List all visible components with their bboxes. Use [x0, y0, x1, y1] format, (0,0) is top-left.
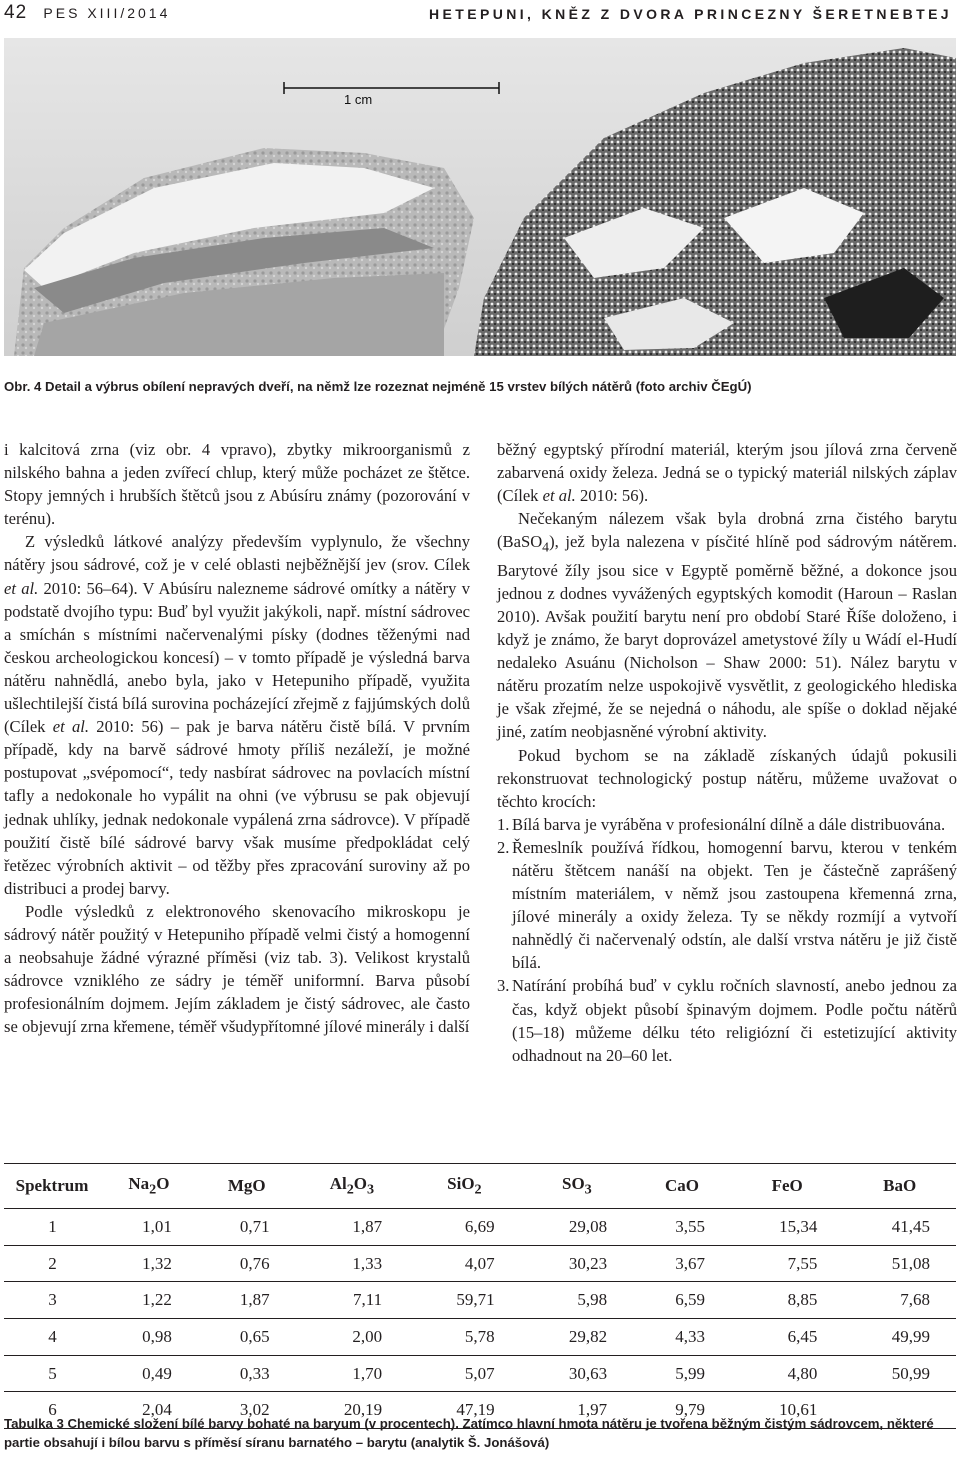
- right-column: [497, 438, 957, 1067]
- header-mgo: MgO: [198, 1164, 296, 1209]
- table-cell: 0,71: [198, 1209, 296, 1246]
- table-cell: 10,61: [731, 1392, 843, 1429]
- table-cell: 1: [4, 1209, 100, 1246]
- paragraph-r1-part-a: běžný egyptský přírodní materiál, kterým jsou jílová zrna červeně zabarvená oxidy železa. Jedná se o typický materiál nilských záplav (Cílek: [497, 440, 957, 506]
- table-cell: 20,19: [296, 1392, 408, 1429]
- header-bao: BaO: [843, 1164, 956, 1209]
- table-row: [4, 1355, 956, 1392]
- list-item: [497, 813, 957, 836]
- table-cell: 8,85: [731, 1282, 843, 1319]
- table-cell: 0,98: [100, 1319, 198, 1356]
- table-header-row: [4, 1164, 956, 1209]
- paragraph-2-part-c: 2010: 56) – pak je barva nátěru čistě bílá. V prvním případě, kdy na barvě sádrové hmoty příliš nezáleží, je možné postupovat „svépomocí“, tedy nasbírat sádrovec na povlacích místní tafly a nedokonale ho vypálit na ohni (ve výbrusu se pak objevují jednak uhlíky, jednak nedokonale vypálená zrna sádrovce). V případě použití čistě bílé sádrové barvy však musíme předpokládat celý řetězec výrobních aktivit – od těžby přes zpracování suroviny až po distribuci a prodej barvy.: [4, 717, 471, 898]
- paragraph-r2-part-a: Nečekaným nálezem však byla drobná zrna čistého barytu (BaSO: [497, 509, 957, 552]
- header-so3: $SO_3$: [521, 1164, 633, 1209]
- table-row: [4, 1282, 956, 1319]
- header-al2o3: $Al_2O_3$: [296, 1164, 408, 1209]
- table-cell: 1,87: [296, 1209, 408, 1246]
- table-cell: 0,49: [100, 1355, 198, 1392]
- table-cell: 6,69: [408, 1209, 520, 1246]
- table-cell: 2,00: [296, 1319, 408, 1356]
- table-cell: 15,34: [731, 1209, 843, 1246]
- table-caption: Tabulka 3 Chemické složení bílé barvy bohaté na baryum (v procentech). Zatímco hlavní hmota nátěru je tvořena běžným čistým sádrovcem, některé partie obsahují i bílou barvu s příměsí síranu barnatého – barytu (analytik Š. Jonášová): [4, 1416, 934, 1450]
- table-cell: 4,07: [408, 1245, 520, 1282]
- paragraph-r1: [497, 438, 957, 507]
- list-text: Bílá barva je vyráběna v profesionální dílně a dále distribuována.: [512, 814, 946, 834]
- left-column: [4, 438, 470, 1038]
- composition-table: [4, 1163, 956, 1429]
- table-cell: 1,87: [198, 1282, 296, 1319]
- paragraph-2-part-b: 2010: 56–64). V Abúsíru nalezneme sádrové omítky a nátěry v podstatě dvojího typu: Buď byl využit jakýkoli, např. místní sádrovec a smíchán s místními načervenalými písky (dodnes těženými nad českou archeologickou koncesí) – v tomto případě je výsledná barva nátěru nahnědlá, anebo byla, jako v Hetepuniho případě, využita ušlechtilejší čistá bílá surovina pocházející zřejmě z fajjúmských dolů (Cílek: [4, 578, 470, 737]
- paragraph-1: i kalcitová zrna (viz obr. 4 vpravo), zbytky mikroorganismů z nilského bahna a jeden zvířecí chlup, který může pocházet ze štětce. Stopy jemných i hrubších štětců jsou z Abúsíru známy (pozorování v terénu).: [4, 440, 470, 529]
- stone-photo-illustration: [4, 38, 956, 356]
- list-number: 3.: [497, 976, 510, 996]
- table-cell: 1,01: [100, 1209, 198, 1246]
- table-cell: 5,07: [408, 1355, 520, 1392]
- paragraph-r3: Pokud bychom se na základě získaných údajů pokusili rekonstruovat technologický postup nátěru, můžeme uvažovat o těchto krocích:: [497, 745, 957, 811]
- table-cell: 3,55: [633, 1209, 731, 1246]
- table-row: [4, 1209, 956, 1246]
- table-row: [4, 1245, 956, 1282]
- table-cell: 5,78: [408, 1319, 520, 1356]
- table-cell: 29,82: [521, 1319, 633, 1356]
- subscript-4: 4: [542, 539, 550, 555]
- table-cell: 47,19: [408, 1392, 520, 1429]
- list-item: [497, 836, 957, 975]
- journal-issue: PES XIII/2014: [43, 5, 171, 21]
- header-spektrum: Spektrum: [4, 1164, 100, 1209]
- header-na2o: $Na_2O$: [100, 1164, 198, 1209]
- et-al-3: et al.: [542, 486, 576, 506]
- paragraph-r2: [497, 507, 957, 743]
- table-cell: 2,04: [100, 1392, 198, 1429]
- paragraph-2: [4, 530, 470, 900]
- table-cell: 6,45: [731, 1319, 843, 1356]
- table-cell: 1,33: [296, 1245, 408, 1282]
- list-number: 1.: [497, 814, 510, 834]
- table-cell: 1,97: [521, 1392, 633, 1429]
- figure-caption: Obr. 4 Detail a výbrus obílení nepravých dveří, na němž lze rozeznat nejméně 15 vrstev bílých nátěrů (foto archiv ČEgÚ): [4, 379, 752, 394]
- et-al-1: et al.: [4, 578, 39, 598]
- table-cell: 3: [4, 1282, 100, 1319]
- table-cell: 6: [4, 1392, 100, 1429]
- table-cell: 30,63: [521, 1355, 633, 1392]
- table-cell: 59,71: [408, 1282, 520, 1319]
- table-cell: 7,11: [296, 1282, 408, 1319]
- table-body: [4, 1209, 956, 1429]
- table-cell: 49,99: [843, 1319, 956, 1356]
- list-number: 2.: [497, 837, 510, 857]
- page-number: 42: [4, 2, 28, 23]
- steps-list: [497, 813, 957, 1067]
- table-cell: 5: [4, 1355, 100, 1392]
- table-cell: 5,98: [521, 1282, 633, 1319]
- header-cao: CaO: [633, 1164, 731, 1209]
- table-cell: 41,45: [843, 1209, 956, 1246]
- table-cell: 1,32: [100, 1245, 198, 1282]
- table-cell: 1,70: [296, 1355, 408, 1392]
- table-cell: 4,80: [731, 1355, 843, 1392]
- list-text: Natírání probíhá buď v cyklu ročních slavností, anebo jednou za čas, když objekt působí špinavým dojmem. Podle počtu nátěrů (15–18) můžeme délku této religiózní či estetizující aktivity odhadnout na 20–60 let.: [512, 976, 957, 1065]
- table-cell: 29,08: [521, 1209, 633, 1246]
- table-cell: 3,67: [633, 1245, 731, 1282]
- paragraph-2-part-a: Z výsledků látkové analýzy především vyplynulo, že všechny nátěry jsou sádrové, což je v celé oblasti nejběžnější jev (srov. Cílek: [4, 532, 470, 575]
- table-cell: 0,33: [198, 1355, 296, 1392]
- table-cell: 0,65: [198, 1319, 296, 1356]
- table-row: [4, 1319, 956, 1356]
- paragraph-r1-part-b: 2010: 56).: [575, 486, 649, 506]
- table-cell: 0,76: [198, 1245, 296, 1282]
- list-text: Řemeslník používá řídkou, homogenní barvu, kterou v tenkém nátěru štětcem nanáší na objekt. Ten je částečně zaprášený místním materiálem, v němž jsou zastoupena křemenná zrna, jílové minerály a oxidy železa. Ty se někdy rozmíjí a vytvoří nahnědlý či načervenalý odstín, ale další vrstva nátěru je již čistě bílá.: [512, 837, 957, 973]
- list-item: [497, 974, 957, 1066]
- figure-photo: [4, 38, 956, 356]
- header-feo: FeO: [731, 1164, 843, 1209]
- table-cell: 7,55: [731, 1245, 843, 1282]
- page-header: [0, 0, 960, 28]
- table-cell: 4,33: [633, 1319, 731, 1356]
- header-sio2: SiO$_2$: [408, 1164, 520, 1209]
- paragraph-r2-part-b: ), jež byla nalezena v písčité hlíně pod sádrovým nátěrem. Barytové žíly jsou sice v Egyptě poměrně běžné, a dokonce jsou jednou z dodnes vyvážených egyptských komodit (Haroun – Raslan 2010). Avšak použití barytu není pro období Staré Říše doloženo, i když je známo, že baryt doprovázel ametystové žíly u Wádí el-Hudí nedaleko Asuánu (Nicholson – Shaw 2000: 51). Nález barytu v nátěru prozatím nelze uspokojivě vysvětlit, z geologického hlediska je však zřejmé, že se nejedná o náhodu, ale spíše o doklad nějaké jiné, zatím neobjasněné výrobní aktivity.: [497, 532, 957, 742]
- scale-label: 1 cm: [344, 92, 373, 107]
- paragraph-3: Podle výsledků z elektronového skenovacího mikroskopu je sádrový nátěr použitý v Hetepuniho případě velmi čistý a homogenní a neobsahuje žádné výrazné příměsi (viz tab. 3). Velikost krystalů sádrovce vzniklého ze sádry je téměř uniformní. Barva působí profesionálním dojmem. Jejím základem je čistý sádrovec, ale často se objevují zrna křemene, téměř všudypřítomné jílové minerály i další: [4, 901, 470, 1037]
- table-cell: 2: [4, 1245, 100, 1282]
- table-cell: 7,68: [843, 1282, 956, 1319]
- et-al-2: et al.: [52, 717, 90, 737]
- table-cell: 1,22: [100, 1282, 198, 1319]
- running-title: HETEPUNI, KNĚZ Z DVORA PRINCEZNY ŠERETNEBTEJ: [429, 6, 952, 22]
- table-cell: 50,99: [843, 1355, 956, 1392]
- table-cell: 30,23: [521, 1245, 633, 1282]
- table-cell: 9,79: [633, 1392, 731, 1429]
- table-cell: 3,02: [198, 1392, 296, 1429]
- header-left: [4, 2, 170, 24]
- table-cell: 4: [4, 1319, 100, 1356]
- table-cell: 5,99: [633, 1355, 731, 1392]
- table-cell: 6,59: [633, 1282, 731, 1319]
- table-cell: 51,08: [843, 1245, 956, 1282]
